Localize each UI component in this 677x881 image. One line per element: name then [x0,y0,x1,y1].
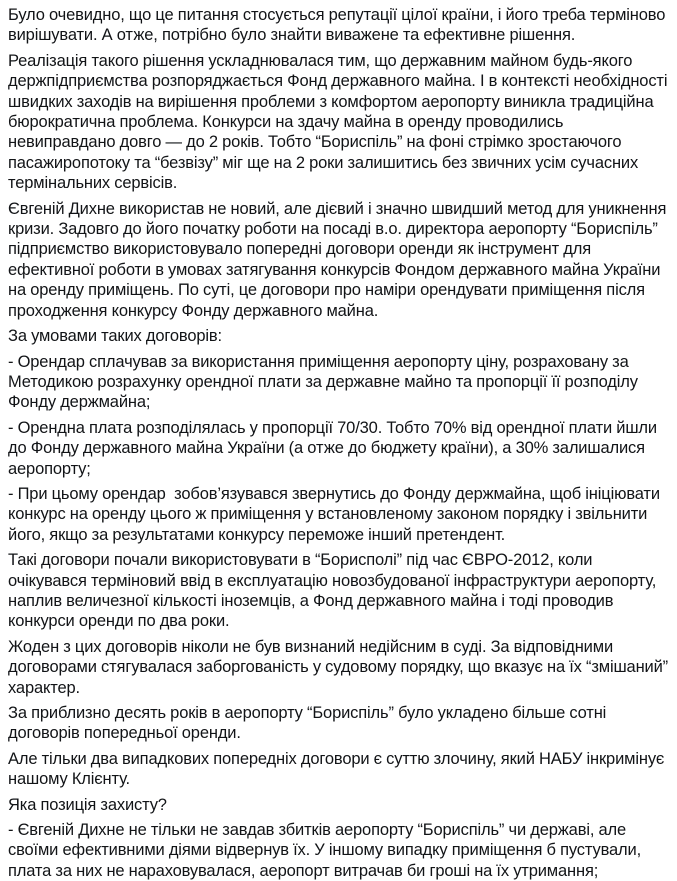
paragraph-court: Жоден з цих договорів ніколи не був визнаний недійсним в суді. За відповідними договорами стягувалася заборгованість у судовому порядку, що вказує на їх “змішаний” характер. [8,637,673,697]
list-item-tender-obligation: - При цьому орендар зобов’язувався звернутись до Фонду держмайна, щоб ініціювати конкурс на оренду цього ж приміщення у встановленому законом порядку і звільнити його, якщо за результатами конкурсу переможе інший претендент. [8,484,665,544]
list-item-defense-position: - Євгеній Дихне не тільки не завдав збитків аеропорту “Бориспіль” чи державі, але своїми ефективними діями відвернув їх. У іншому випадку приміщення б пустували, плата за них не нараховувалася, аеропорт витрачав би гроші на їх утримання; [8,821,646,880]
paragraph-method: Євгеній Дихне використав не новий, але дієвий і значно швидший метод для уникнення кризи. Задовго до його початку роботи на посаді в.о. директора аеропорту “Бориспіль” підприємство використовувало попередні договори оренди як інструмент для ефективної роботи в умовах затягування конкурсів Фондом державного майна України на оренду приміщень. По суті, це договори про наміри орендувати приміщення після проходження конкурсу Фонду державного майна. [8,199,671,320]
paragraph-intro: Було очевидно, що це питання стосується репутації цілої країни, і його треба терміново вирішувати. А отже, потрібно було знайти виважене та ефективне рішення. [8,6,670,45]
list-item-rent-price: - Орендар сплачував за використання приміщення аеропорту ціну, розраховану за Методикою розрахунку орендної плати за державне майно та пропорції її розподілу Фонду держмайна; [8,352,643,412]
paragraph-nabu: Але тільки два випадкових попередніх договори є суттю злочину, який НАБУ інкримінує нашому Клієнту. [8,749,669,789]
paragraph-problem: Реалізація такого рішення ускладнювалася тим, що державним майном будь-якого держпідприємства розпоряджається Фонд державного майна. І в контексті необхідності швидких заходів на вирішення проблеми з комфортом аеропорту виникла традиційна бюрократична проблема. Конкурси на здачу майна в оренду проводились невиправдано довго — до 2 років. Тобто “Бориспіль” на фоні стрімко зростаючого пасажиропотоку та “безвізу” міг ще на 2 роки залишитись без звичних усім сучасних термінальних сервісів. [8,51,672,193]
paragraph-defense-question: Яка позиція захисту? [8,795,167,814]
paragraph-euro2012: Такі договори почали використовувати в “Борисполі” під час ЄВРО-2012, коли очікувався терміновий ввід в експлуатацію новозбудованої інфраструктури аеропорту, наплив величезної кількості іноземців, а Фонд державного майна і тоді проводив конкурси оренди по два роки. [8,551,661,631]
paragraph-terms-heading: За умовами таких договорів: [8,327,222,346]
paragraph-ten-years: За приблизно десять років в аеропорту “Бориспіль” було укладено більше сотні договорів попередньої оренди. [8,704,611,743]
list-item-rent-split: - Орендна плата розподілялась у пропорції 70/30. Тобто 70% від орендної плати йшли до Фонду державного майна України (а отже до бюджету країни), а 30% залишалися аеропорту; [8,418,662,478]
